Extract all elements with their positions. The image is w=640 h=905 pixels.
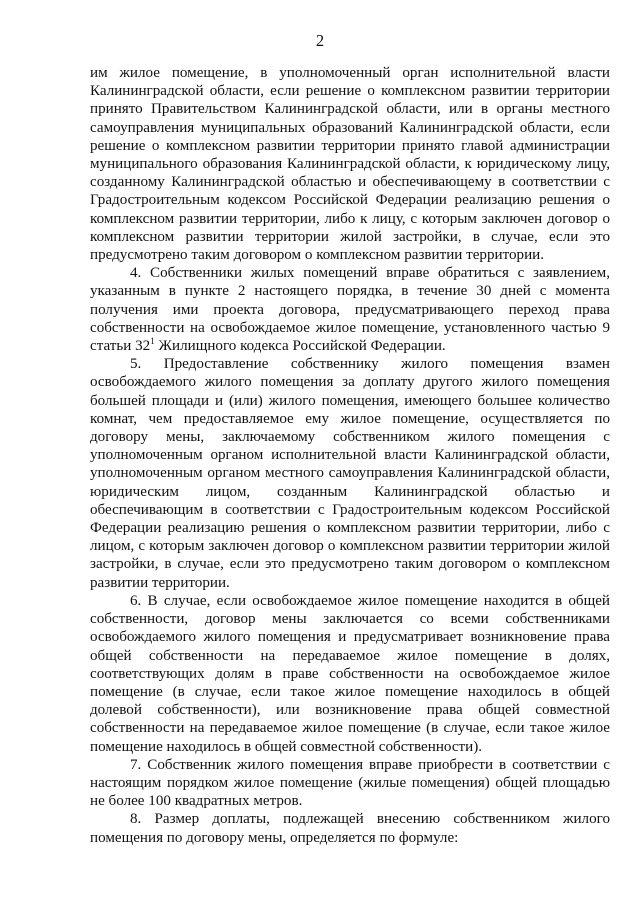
paragraph-7: 7. Собственник жилого помещения вправе приобрести в соответствии с настоящим порядком жилое помещение (жилые помещения) общей площадью не более 100 квадратных метров. bbox=[90, 756, 610, 810]
document-body bbox=[90, 64, 610, 847]
superscript-index: 1 bbox=[150, 336, 155, 347]
paragraph-4 bbox=[90, 264, 610, 355]
paragraph-4-text: 4. Собственники жилых помещений вправе обратиться с заявлением, указанным в пункте 2 настоящего порядка, в течение 30 дней с момента получения ими проекта договора, предусматривающего переход права собственности на освобождаемое жилое помещение, установленного частью 9 статьи 32 bbox=[90, 265, 610, 355]
paragraph-8: 8. Размер доплаты, подлежащей внесению собственником жилого помещения по договору мены, определяется по формуле: bbox=[90, 811, 610, 846]
paragraph-continuation: им жилое помещение, в уполномоченный орган исполнительной власти Калининградской области, если решение о комплексном развитии территории принято Правительством Калининградской области, или в органы местного самоуправления муниципальных образований Калининградской области, если решение о комплексном развитии территории принято главой администрации муниципального образования Калининградской области, к юридическому лицу, созданному Калининградской областью и обеспечивающему в соответствии с Градостроительным кодексом Российской Федерации реализацию решения о комплексном развитии территории, либо к лицу, с которым заключен договор о комплексном развитии территории жилой застройки, в случае, если это предусмотрено таким договором о комплексном развитии территории. bbox=[90, 65, 610, 264]
paragraph-4-text-end: Жилищного кодекса Российской Федерации. bbox=[154, 338, 446, 355]
page-number: 2 bbox=[315, 31, 325, 50]
paragraph-5: 5. Предоставление собственнику жилого помещения взамен освобождаемого жилого помещения за доплату другого жилого помещения большей площади и (или) жилого помещения, имеющего большее количество комнат, чем предоставляемое ему жилое помещение, осуществляется по договору мены, заключаемому собственником жилого помещения с уполномоченным органом исполнительной власти Калининградской области, уполномоченным органом местного самоуправления Калининградской области, юридическим лицом, созданным Калининградской областью и обеспечивающим в соответствии с Градостроительным кодексом Российской Федерации реализацию решения о комплексном развитии территории, либо с лицом, с которым заключен договор о комплексном развитии территории жилой застройки, в случае, если это предусмотрено таким договором о комплексном развитии территории. bbox=[90, 356, 610, 591]
paragraph-6: 6. В случае, если освобождаемое жилое помещение находится в общей собственности, договор мены заключается со всеми собственниками освобождаемого жилого помещения и предусматривает возникновение права общей собственности на передаваемое жилое помещение в долях, соответствующих долям в праве собственности на освобождаемое жилое помещение (в случае, если такое жилое помещение находилось в общей долевой собственности), или возникновение права общей совместной собственности на передаваемое жилое помещение (в случае, если такое жилое помещение находилось в общей совместной собственности). bbox=[90, 592, 610, 755]
